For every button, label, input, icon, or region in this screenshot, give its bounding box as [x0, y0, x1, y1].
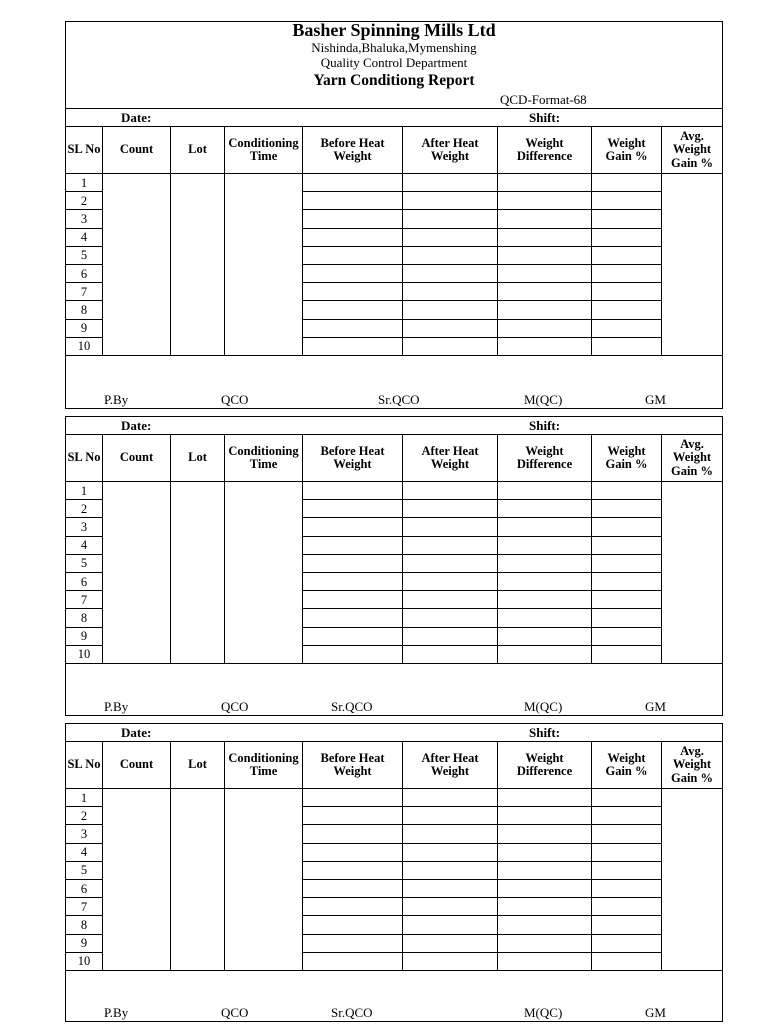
after-heat-weight-cell: [403, 880, 498, 898]
after-heat-weight-cell: [403, 898, 498, 916]
after-heat-weight-cell: [403, 844, 498, 862]
column-header-before-heat-weight: Before Heat Weight: [303, 127, 403, 174]
date-shift-row: [66, 724, 722, 742]
before-heat-weight-cell: [303, 338, 403, 356]
signature-row: [66, 356, 722, 408]
conditioning-time-cell: [225, 482, 303, 664]
before-heat-weight-cell: [303, 628, 403, 646]
after-heat-weight-cell: [403, 537, 498, 555]
weight-difference-cell: [498, 338, 592, 356]
sl-no-cell: 7: [66, 591, 103, 609]
column-header-after-heat-weight: After Heat Weight: [403, 127, 498, 174]
weight-gain-cell: [592, 646, 662, 664]
column-header-count: Count: [103, 435, 171, 482]
weight-gain-cell: [592, 500, 662, 518]
signature-label-m-qc: M(QC): [524, 1004, 563, 1020]
before-heat-weight-cell: [303, 825, 403, 843]
after-heat-weight-cell: [403, 953, 498, 971]
weight-difference-cell: [498, 229, 592, 247]
column-header-weight-difference: Weight Difference: [498, 742, 592, 789]
before-heat-weight-cell: [303, 844, 403, 862]
weight-difference-cell: [498, 537, 592, 555]
date-shift-row: [66, 417, 722, 435]
column-header-avg-weight-gain: Avg. Weight Gain %: [662, 435, 722, 482]
weight-difference-cell: [498, 192, 592, 210]
sl-no-cell: 8: [66, 609, 103, 627]
weight-difference-cell: [498, 609, 592, 627]
sl-no-cell: 1: [66, 789, 103, 807]
format-code: QCD-Format-68: [500, 92, 587, 107]
column-header-avg-weight-gain: Avg. Weight Gain %: [662, 742, 722, 789]
weight-gain-cell: [592, 518, 662, 536]
column-header-count: Count: [103, 742, 171, 789]
before-heat-weight-cell: [303, 265, 403, 283]
sl-no-cell: 6: [66, 880, 103, 898]
after-heat-weight-cell: [403, 591, 498, 609]
avg-weight-gain-cell: [662, 174, 722, 356]
after-heat-weight-cell: [403, 862, 498, 880]
weight-difference-cell: [498, 825, 592, 843]
department-name: Quality Control Department: [320, 55, 468, 70]
sl-no-cell: 6: [66, 573, 103, 591]
after-heat-weight-cell: [403, 338, 498, 356]
weight-gain-cell: [592, 482, 662, 500]
signature-label-p-by: P.By: [104, 391, 129, 407]
column-header-before-heat-weight: Before Heat Weight: [303, 435, 403, 482]
column-header-sl-no: SL No: [66, 435, 103, 482]
before-heat-weight-cell: [303, 898, 403, 916]
sl-no-cell: 9: [66, 935, 103, 953]
weight-difference-cell: [498, 247, 592, 265]
signature-label-qco: QCO: [221, 1004, 249, 1020]
before-heat-weight-cell: [303, 953, 403, 971]
avg-weight-gain-cell: [662, 789, 722, 971]
after-heat-weight-cell: [403, 301, 498, 319]
weight-difference-cell: [498, 628, 592, 646]
signature-label-gm: GM: [645, 1004, 666, 1020]
weight-gain-cell: [592, 338, 662, 356]
conditioning-table-2: [66, 417, 722, 715]
weight-gain-cell: [592, 192, 662, 210]
after-heat-weight-cell: [403, 320, 498, 338]
weight-difference-cell: [498, 555, 592, 573]
sl-no-cell: 6: [66, 265, 103, 283]
weight-difference-cell: [498, 210, 592, 228]
report-block-1: [65, 21, 723, 409]
weight-difference-cell: [498, 301, 592, 319]
weight-difference-cell: [498, 953, 592, 971]
after-heat-weight-cell: [403, 555, 498, 573]
column-header-weight-gain: Weight Gain %: [592, 435, 662, 482]
weight-gain-cell: [592, 628, 662, 646]
weight-gain-cell: [592, 320, 662, 338]
before-heat-weight-cell: [303, 210, 403, 228]
conditioning-time-cell: [225, 789, 303, 971]
sl-no-cell: 8: [66, 916, 103, 934]
count-cell: [103, 482, 171, 664]
after-heat-weight-cell: [403, 935, 498, 953]
after-heat-weight-cell: [403, 229, 498, 247]
sl-no-cell: 5: [66, 862, 103, 880]
report-title: Yarn Conditiong Report: [313, 72, 475, 89]
column-header-avg-weight-gain: Avg. Weight Gain %: [662, 127, 722, 174]
weight-difference-cell: [498, 844, 592, 862]
weight-difference-cell: [498, 591, 592, 609]
count-cell: [103, 174, 171, 356]
report-block-3: [65, 723, 723, 1022]
weight-difference-cell: [498, 573, 592, 591]
after-heat-weight-cell: [403, 789, 498, 807]
signature-label-p-by: P.By: [104, 1004, 129, 1020]
weight-difference-cell: [498, 916, 592, 934]
column-header-after-heat-weight: After Heat Weight: [403, 435, 498, 482]
column-header-weight-difference: Weight Difference: [498, 127, 592, 174]
weight-gain-cell: [592, 789, 662, 807]
sl-no-cell: 4: [66, 537, 103, 555]
weight-gain-cell: [592, 591, 662, 609]
after-heat-weight-cell: [403, 265, 498, 283]
weight-difference-cell: [498, 862, 592, 880]
before-heat-weight-cell: [303, 935, 403, 953]
weight-difference-cell: [498, 935, 592, 953]
weight-gain-cell: [592, 844, 662, 862]
before-heat-weight-cell: [303, 789, 403, 807]
signature-label-qco: QCO: [221, 698, 249, 714]
before-heat-weight-cell: [303, 916, 403, 934]
before-heat-weight-cell: [303, 320, 403, 338]
after-heat-weight-cell: [403, 247, 498, 265]
sl-no-cell: 9: [66, 628, 103, 646]
column-header-sl-no: SL No: [66, 742, 103, 789]
column-header-conditioning-time: Conditioning Time: [225, 742, 303, 789]
column-header-lot: Lot: [171, 435, 225, 482]
column-header-sl-no: SL No: [66, 127, 103, 174]
after-heat-weight-cell: [403, 283, 498, 301]
before-heat-weight-cell: [303, 247, 403, 265]
after-heat-weight-cell: [403, 609, 498, 627]
before-heat-weight-cell: [303, 229, 403, 247]
sl-no-cell: 1: [66, 482, 103, 500]
column-header-after-heat-weight: After Heat Weight: [403, 742, 498, 789]
sl-no-cell: 10: [66, 646, 103, 664]
before-heat-weight-cell: [303, 192, 403, 210]
weight-difference-cell: [498, 807, 592, 825]
column-header-conditioning-time: Conditioning Time: [225, 127, 303, 174]
column-header-weight-difference: Weight Difference: [498, 435, 592, 482]
signature-row: [66, 971, 722, 1021]
date-label: Date:: [121, 110, 152, 125]
weight-gain-cell: [592, 825, 662, 843]
company-name: Basher Spinning Mills Ltd: [292, 20, 496, 40]
report-header: [66, 22, 722, 109]
before-heat-weight-cell: [303, 283, 403, 301]
sl-no-cell: 5: [66, 555, 103, 573]
before-heat-weight-cell: [303, 880, 403, 898]
weight-gain-cell: [592, 537, 662, 555]
after-heat-weight-cell: [403, 174, 498, 192]
before-heat-weight-cell: [303, 807, 403, 825]
weight-difference-cell: [498, 265, 592, 283]
after-heat-weight-cell: [403, 646, 498, 664]
signature-label-sr-qco: Sr.QCO: [331, 698, 373, 714]
weight-difference-cell: [498, 646, 592, 664]
weight-difference-cell: [498, 880, 592, 898]
weight-difference-cell: [498, 174, 592, 192]
lot-cell: [171, 174, 225, 356]
signature-label-m-qc: M(QC): [524, 698, 563, 714]
date-label: Date:: [121, 418, 152, 433]
weight-gain-cell: [592, 953, 662, 971]
before-heat-weight-cell: [303, 301, 403, 319]
sl-no-cell: 10: [66, 953, 103, 971]
after-heat-weight-cell: [403, 628, 498, 646]
sl-no-cell: 2: [66, 500, 103, 518]
column-header-count: Count: [103, 127, 171, 174]
shift-label: Shift:: [529, 110, 561, 125]
before-heat-weight-cell: [303, 500, 403, 518]
signature-label-sr-qco: Sr.QCO: [331, 1004, 373, 1020]
after-heat-weight-cell: [403, 482, 498, 500]
signature-label-p-by: P.By: [104, 698, 129, 714]
count-cell: [103, 789, 171, 971]
sl-no-cell: 3: [66, 518, 103, 536]
sl-no-cell: 7: [66, 283, 103, 301]
column-header-lot: Lot: [171, 127, 225, 174]
weight-gain-cell: [592, 283, 662, 301]
weight-gain-cell: [592, 916, 662, 934]
weight-gain-cell: [592, 210, 662, 228]
sl-no-cell: 5: [66, 247, 103, 265]
weight-difference-cell: [498, 518, 592, 536]
before-heat-weight-cell: [303, 537, 403, 555]
before-heat-weight-cell: [303, 591, 403, 609]
lot-cell: [171, 789, 225, 971]
signature-label-m-qc: M(QC): [524, 391, 563, 407]
conditioning-table-3: [66, 724, 722, 1021]
after-heat-weight-cell: [403, 518, 498, 536]
after-heat-weight-cell: [403, 210, 498, 228]
after-heat-weight-cell: [403, 500, 498, 518]
avg-weight-gain-cell: [662, 482, 722, 664]
after-heat-weight-cell: [403, 916, 498, 934]
weight-gain-cell: [592, 247, 662, 265]
date-shift-row: [66, 109, 722, 127]
weight-gain-cell: [592, 174, 662, 192]
column-header-conditioning-time: Conditioning Time: [225, 435, 303, 482]
conditioning-time-cell: [225, 174, 303, 356]
weight-gain-cell: [592, 609, 662, 627]
after-heat-weight-cell: [403, 825, 498, 843]
before-heat-weight-cell: [303, 609, 403, 627]
before-heat-weight-cell: [303, 174, 403, 192]
weight-difference-cell: [498, 482, 592, 500]
lot-cell: [171, 482, 225, 664]
sl-no-cell: 4: [66, 229, 103, 247]
signature-label-sr-qco: Sr.QCO: [378, 391, 420, 407]
weight-difference-cell: [498, 789, 592, 807]
report-block-2: [65, 416, 723, 716]
weight-difference-cell: [498, 898, 592, 916]
weight-difference-cell: [498, 283, 592, 301]
before-heat-weight-cell: [303, 555, 403, 573]
weight-difference-cell: [498, 320, 592, 338]
column-header-weight-gain: Weight Gain %: [592, 127, 662, 174]
weight-difference-cell: [498, 500, 592, 518]
sl-no-cell: 10: [66, 338, 103, 356]
weight-gain-cell: [592, 807, 662, 825]
weight-gain-cell: [592, 862, 662, 880]
signature-label-gm: GM: [645, 391, 666, 407]
signature-row: [66, 664, 722, 715]
sl-no-cell: 2: [66, 807, 103, 825]
before-heat-weight-cell: [303, 518, 403, 536]
company-address: Nishinda,Bhaluka,Mymenshing: [311, 40, 477, 55]
column-header-lot: Lot: [171, 742, 225, 789]
weight-gain-cell: [592, 301, 662, 319]
before-heat-weight-cell: [303, 573, 403, 591]
shift-label: Shift:: [529, 725, 561, 740]
conditioning-table-1: [66, 109, 722, 408]
sl-no-cell: 2: [66, 192, 103, 210]
weight-gain-cell: [592, 555, 662, 573]
weight-gain-cell: [592, 880, 662, 898]
after-heat-weight-cell: [403, 807, 498, 825]
sl-no-cell: 4: [66, 844, 103, 862]
before-heat-weight-cell: [303, 482, 403, 500]
sl-no-cell: 8: [66, 301, 103, 319]
weight-gain-cell: [592, 229, 662, 247]
weight-gain-cell: [592, 898, 662, 916]
sl-no-cell: 9: [66, 320, 103, 338]
sl-no-cell: 7: [66, 898, 103, 916]
column-header-before-heat-weight: Before Heat Weight: [303, 742, 403, 789]
weight-gain-cell: [592, 573, 662, 591]
shift-label: Shift:: [529, 418, 561, 433]
sl-no-cell: 1: [66, 174, 103, 192]
before-heat-weight-cell: [303, 862, 403, 880]
after-heat-weight-cell: [403, 573, 498, 591]
before-heat-weight-cell: [303, 646, 403, 664]
after-heat-weight-cell: [403, 192, 498, 210]
date-label: Date:: [121, 725, 152, 740]
sl-no-cell: 3: [66, 825, 103, 843]
signature-label-gm: GM: [645, 698, 666, 714]
sl-no-cell: 3: [66, 210, 103, 228]
column-header-weight-gain: Weight Gain %: [592, 742, 662, 789]
signature-label-qco: QCO: [221, 391, 249, 407]
weight-gain-cell: [592, 265, 662, 283]
weight-gain-cell: [592, 935, 662, 953]
